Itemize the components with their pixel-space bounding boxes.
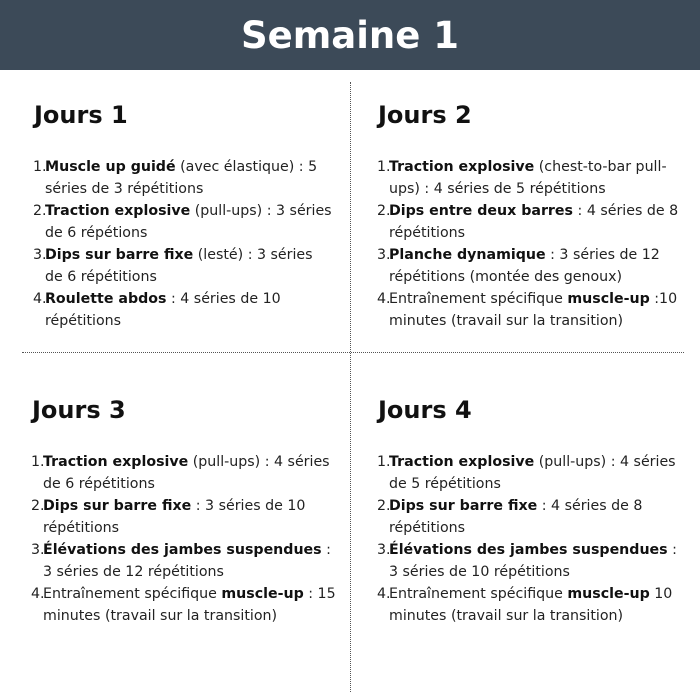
exercise-detail: (pull-ups) : 4 séries de 6 répétitions (43, 454, 330, 492)
exercise-list (378, 156, 690, 332)
horizontal-divider (22, 352, 684, 353)
item-number: 1. (377, 159, 391, 175)
list-item (32, 539, 342, 583)
exercise-detail: : 15 minutes (travail sur la transition) (43, 586, 336, 624)
list-item (32, 583, 342, 627)
exercise-list (32, 451, 342, 627)
exercise-name: Élévations des jambes suspendues (43, 542, 322, 558)
exercise-list (34, 156, 334, 332)
item-number: 1. (33, 159, 47, 175)
exercise-prefix: Entraînement spécifique (389, 586, 568, 602)
exercise-detail: : 4 séries de 8 répétitions (389, 203, 679, 241)
exercise-name: muscle-up (221, 586, 304, 602)
day-1-panel (34, 101, 334, 332)
day-3-panel (32, 396, 342, 627)
list-item (34, 288, 334, 332)
list-item (34, 244, 334, 288)
exercise-detail: (avec élastique) : 5 séries de 3 répétitions (45, 159, 318, 197)
exercise-name: Élévations des jambes suspendues (389, 542, 668, 558)
header-banner (0, 0, 700, 70)
item-number: 4. (377, 291, 391, 307)
exercise-name: Dips sur barre fixe (43, 498, 192, 514)
item-number: 2. (377, 498, 391, 514)
day-title: Jours 2 (378, 101, 472, 129)
exercise-detail: : 3 séries de 12 répétitions (montée des genoux) (389, 247, 660, 285)
exercise-name: Dips sur barre fixe (389, 498, 538, 514)
list-item (32, 495, 342, 539)
exercise-prefix: Entraînement spécifique (389, 291, 568, 307)
day-4-panel (378, 396, 690, 627)
list-item (378, 495, 690, 539)
list-item (34, 156, 334, 200)
exercise-name: Traction explosive (45, 203, 191, 219)
exercise-name: Traction explosive (389, 454, 535, 470)
exercise-name: Traction explosive (389, 159, 535, 175)
exercise-detail: (chest-to-bar pull-ups) : 4 séries de 5 répétitions (389, 159, 667, 197)
exercise-detail: (lesté) : 3 séries de 6 répétitions (45, 247, 313, 285)
day-title: Jours 1 (34, 101, 128, 129)
exercise-name: muscle-up (567, 586, 650, 602)
item-number: 4. (31, 586, 45, 602)
exercise-detail: : 4 séries de 8 répétitions (389, 498, 643, 536)
list-item (34, 200, 334, 244)
list-item (378, 200, 690, 244)
item-number: 2. (33, 203, 47, 219)
exercise-prefix: Entraînement spécifique (43, 586, 222, 602)
item-number: 1. (31, 454, 45, 470)
item-number: 3. (377, 247, 391, 263)
item-number: 2. (377, 203, 391, 219)
exercise-name: Traction explosive (43, 454, 189, 470)
item-number: 3. (377, 542, 391, 558)
exercise-name: Muscle up guidé (45, 159, 176, 175)
day-title: Jours 4 (378, 396, 472, 424)
exercise-name: Dips sur barre fixe (45, 247, 194, 263)
exercise-detail: (pull-ups) : 3 séries de 6 répétions (45, 203, 332, 241)
exercise-detail: : 4 séries de 10 répétitions (45, 291, 281, 329)
list-item (32, 451, 342, 495)
item-number: 1. (377, 454, 391, 470)
list-item (378, 583, 690, 627)
exercise-detail: :10 minutes (travail sur la transition) (389, 291, 678, 329)
list-item (378, 288, 690, 332)
exercise-name: muscle-up (567, 291, 650, 307)
item-number: 3. (33, 247, 47, 263)
item-number: 2. (31, 498, 45, 514)
exercise-detail: : 3 séries de 12 répétitions (43, 542, 331, 580)
page-title: Semaine 1 (240, 13, 459, 57)
item-number: 4. (377, 586, 391, 602)
exercise-name: Planche dynamique (389, 247, 546, 263)
item-number: 3. (31, 542, 45, 558)
exercise-name: Dips entre deux barres (389, 203, 574, 219)
exercise-list (378, 451, 690, 627)
day-2-panel (378, 101, 690, 332)
exercise-detail: : 3 séries de 10 répétitions (43, 498, 306, 536)
list-item (378, 244, 690, 288)
vertical-divider (350, 82, 351, 692)
item-number: 4. (33, 291, 47, 307)
exercise-detail: (pull-ups) : 4 séries de 5 répétitions (389, 454, 676, 492)
exercise-detail: 10 minutes (travail sur la transition) (389, 586, 673, 624)
list-item (378, 156, 690, 200)
list-item (378, 451, 690, 495)
exercise-detail: : 3 séries de 10 répétitions (389, 542, 677, 580)
list-item (378, 539, 690, 583)
day-title: Jours 3 (32, 396, 126, 424)
exercise-name: Roulette abdos (45, 291, 167, 307)
